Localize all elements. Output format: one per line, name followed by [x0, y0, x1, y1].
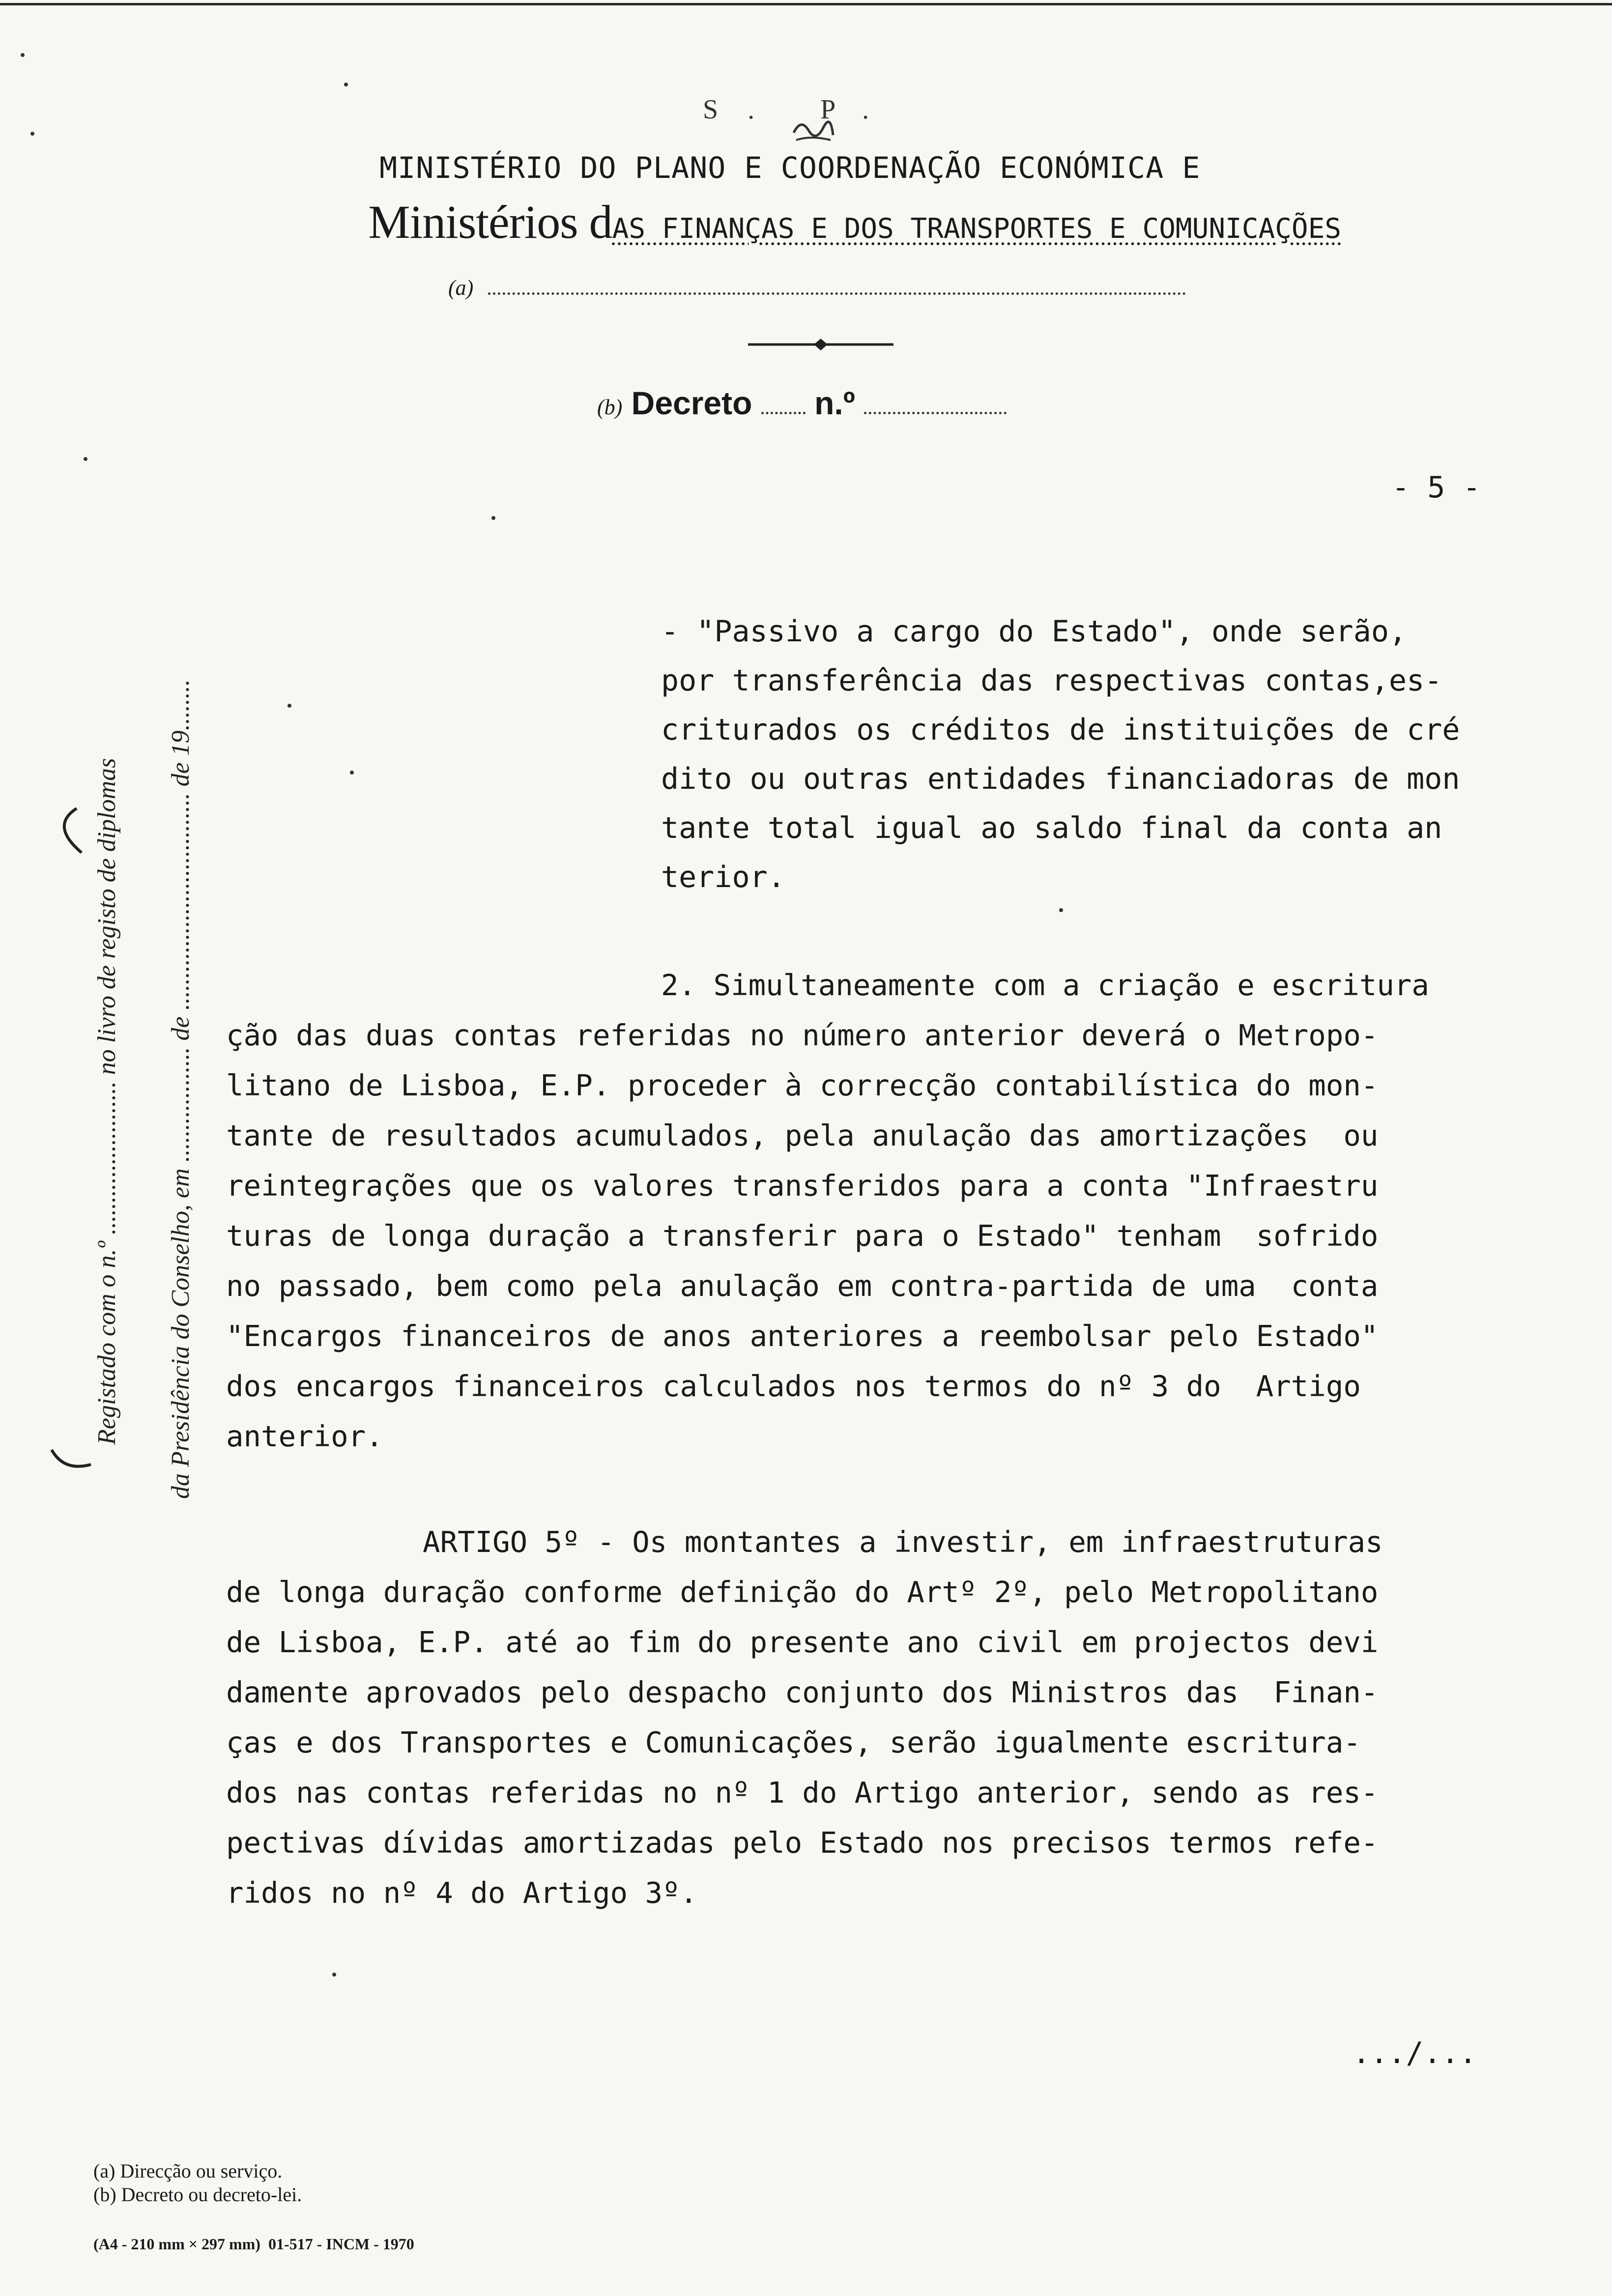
field-a-label: (a)	[448, 276, 474, 300]
ministry-title-prefix: Ministérios d	[368, 196, 612, 248]
footnote-b: (b) Decreto ou decreto-lei.	[93, 2183, 302, 2206]
scan-speck	[491, 516, 495, 520]
paragraph-3-line: pectivas dívidas amortizadas pelo Estado nos precisos termos refe-	[226, 1826, 1379, 1860]
field-a-blank	[488, 292, 1186, 295]
paragraph-2-line: dos encargos financeiros calculados nos termos do nº 3 do Artigo	[226, 1369, 1361, 1403]
paragraph-2-line: ção das duas contas referidas no número anterior deverá o Metropo-	[226, 1018, 1379, 1052]
paragraph-3-line: ças e dos Transportes e Comunicações, serão igualmente escritura-	[226, 1725, 1361, 1759]
page-number: - 5 -	[1392, 470, 1481, 505]
paragraph-2-line: litano de Lisboa, E.P. proceder à correcção contabilística do mon-	[226, 1068, 1379, 1102]
decree-number-label: n.º	[814, 385, 855, 421]
decree-word: Decreto	[631, 385, 752, 421]
margin-bracket-top-icon	[47, 806, 86, 855]
scan-speck	[30, 132, 34, 136]
paragraph-2-line: "Encargos financeiros de anos anteriores a reembolsar pelo Estado"	[226, 1319, 1379, 1353]
paragraph-2-line: anterior.	[226, 1419, 383, 1453]
ministry-title-rest: AS FINANÇAS E DOS TRANSPORTES E COMUNICAÇÕES	[612, 213, 1342, 245]
paragraph-1-line: terior.	[661, 860, 785, 894]
paragraph-3-line: dos nas contas referidas no nº 1 do Artigo anterior, sendo as res-	[226, 1776, 1379, 1809]
paragraph-1-line: criturados os créditos de instituições de cré	[661, 713, 1460, 747]
decree-type-blank	[761, 412, 806, 414]
paragraph-1-line: tante total igual ao saldo final da conta an	[661, 811, 1442, 845]
ministry-title-line-2	[359, 191, 1341, 246]
scan-speck	[344, 83, 348, 86]
header-stamp: S. P.	[703, 94, 899, 125]
ministry-title-line-1: MINISTÉRIO DO PLANO E COORDENAÇÃO ECONÓMICA E	[379, 151, 1201, 185]
stamp-scribble-icon	[791, 113, 835, 143]
paragraph-3-line: ridos no nº 4 do Artigo 3º.	[226, 1876, 698, 1910]
paragraph-2-line: tante de resultados acumulados, pela anulação das amortizações ou	[226, 1119, 1379, 1152]
paragraph-3-line: damente aprovados pelo despacho conjunto dos Ministros das Finan-	[226, 1675, 1379, 1709]
scan-speck	[332, 1973, 336, 1977]
footnote-a: (a) Direcção ou serviço.	[93, 2160, 283, 2182]
scan-speck	[1059, 908, 1063, 912]
margin-note-presidency: da Presidência do Conselho, em .................. de .................................. de 19........	[167, 679, 195, 1499]
ornament-divider-icon	[748, 337, 893, 352]
form-code: (A4 - 210 mm × 297 mm) 01-517 - INCM - 1970	[93, 2235, 414, 2253]
continuation-mark: .../...	[1353, 2036, 1477, 2070]
scan-speck	[288, 704, 291, 708]
paragraph-1-line: - "Passivo a cargo do Estado", onde serão,	[661, 614, 1407, 649]
paragraph-1-line: por transferência das respectivas contas,es-	[661, 663, 1442, 698]
paragraph-2-line: 2. Simultaneamente com a criação e escritura	[661, 968, 1429, 1002]
paragraph-2-line: reintegrações que os valores transferidos para a conta "Infraestru	[226, 1169, 1379, 1203]
scan-speck	[84, 457, 87, 461]
paragraph-1-line: dito ou outras entidades financiadoras de mon	[661, 762, 1460, 796]
margin-bracket-bottom-icon	[49, 1445, 93, 1474]
decree-line	[597, 384, 1007, 422]
scan-speck	[350, 771, 354, 775]
margin-note-registration: Registado com o n.º ........................ no livro de registo de diplomas	[93, 758, 121, 1445]
paragraph-3-line: ARTIGO 5º - Os montantes a investir, em infraestruturas	[423, 1525, 1383, 1559]
decree-b-label: (b)	[597, 395, 623, 419]
paragraph-3-line: de longa duração conforme definição do Artº 2º, pelo Metropolitano	[226, 1575, 1379, 1609]
paragraph-2-line: turas de longa duração a transferir para o Estado" tenham sofrido	[226, 1219, 1379, 1253]
paragraph-2-line: no passado, bem como pela anulação em contra-partida de uma conta	[226, 1269, 1379, 1303]
scan-speck	[21, 53, 25, 57]
field-a	[448, 275, 1186, 300]
top-edge-rule	[0, 3, 1612, 5]
paragraph-3-line: de Lisboa, E.P. até ao fim do presente ano civil em projectos devi	[226, 1625, 1379, 1659]
decree-number-blank	[864, 412, 1007, 414]
